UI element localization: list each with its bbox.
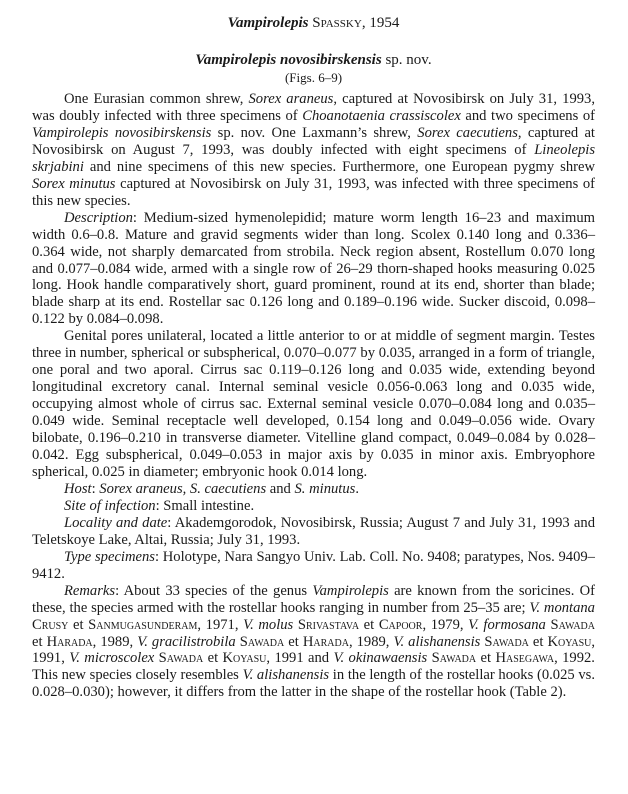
description-label: Description (64, 209, 133, 226)
locality-paragraph: Locality and date: Akademgorodok, Novosibirsk, Russia; August 7 and July 31, 1993 and Teletskoye Lake, Altai, Russia; July 31, 1993. (32, 514, 595, 548)
intro-paragraph: One Eurasian common shrew, Sorex araneus, captured at Novosibirsk on July 31, 1993, was doubly infected with three specimens of Choanotaenia crassiscolex and two specimens of Vampirolepis novosibirskensis sp. nov. One Laxmann’s shrew, Sorex caecutiens, captured at Novosibirsk on August 7, 1993, was doubly infected with eight specimens of Lineolepis skrjabini and nine specimens of this new species. Furthermore, one European pygmy shrew Sorex minutus captured at Novosibirsk on July 31, 1993, was infected with three specimens of this new species. (32, 91, 595, 209)
body-text (32, 91, 595, 701)
type-specimens-paragraph: Type specimens: Holotype, Nara Sangyo Univ. Lab. Coll. No. 9408; paratypes, Nos. 9409–9412. (32, 548, 595, 582)
genus-author: Spassky (312, 15, 362, 31)
host-paragraph: Host: Sorex araneus, S. caecutiens and S. minutus. (64, 480, 359, 497)
locality-label: Locality and date (64, 514, 168, 531)
remarks-paragraph: Remarks: About 33 species of the genus Vampirolepis are known from the soricines. Of these, the species armed with the rostellar hooks ranging in number from 25–35 are; V. montana Crusy et Sanmugasunderam, 1971, V. molus Srivastava et Capoor, 1979, V. formosana Sawada et Harada, 1989, V. gracilistrobila Sawada et Harada, 1989, V. alishanensis Sawada et Koyasu, 1991, V. microscolex Sawada et Koyasu, 1991 and V. okinawaensis Sawada et Hasegawa, 1992. This new species closely resembles V. alishanensis in the length of the rostellar hooks (0.025 vs. 0.028–0.030); however, it differs from the latter in the shape of the rostellar hook (Table 2). (32, 582, 596, 701)
site-paragraph: Site of infection: Small intestine. (64, 497, 255, 514)
type-specimens-label: Type specimens (64, 548, 155, 565)
host-label: Host (64, 480, 92, 497)
site-label: Site of infection (64, 497, 156, 514)
genus-year: , 1954 (361, 15, 400, 31)
species-name: Vampirolepis novosibirskensis (195, 52, 382, 68)
genital-paragraph: Genital pores unilateral, located a little anterior to or at middle of segment margin. Testes three in number, spherical or subspherical, 0.070–0.077 by 0.035, arranged in a form of triangle, one poral and two aporal. Cirrus sac 0.119–0.126 long and 0.035 wide, extending beyond longitudinal excretory canal. Internal seminal vesicle 0.056-0.063 long and 0.035 wide, occupying almost whole of cirrus sac. External seminal vesicle 0.070–0.084 long and 0.035–0.049 wide. Seminal receptacle well developed, 0.154 long and 0.049–0.056 wide. Ovary bilobate, 0.196–0.210 in transverse diameter. Vitelline gland compact, 0.049–0.084 by 0.028–0.042. Egg subspherical, 0.049–0.053 in major axis by 0.035 in minor axis. Embryophore spherical, 0.025 in diameter; embryonic hook 0.014 long. (32, 328, 595, 480)
figure-reference: (Figs. 6–9) (284, 70, 343, 85)
species-heading (32, 51, 595, 69)
remarks-label: Remarks (64, 582, 116, 599)
species-suffix: sp. nov. (381, 52, 432, 68)
genus-heading (32, 14, 595, 32)
description-paragraph: Description: Medium-sized hymenolepidid; mature worm length 16–23 and maximum width 0.6–0.8. Mature and gravid segments wider than long. Scolex 0.140 long and 0.336–0.364 wide, not sharply demarcated from strobila. Neck region absent, Rostellum 0.070 long and 0.077–0.084 wide, armed with a single row of 26–29 thorn-shaped hooks measuring 0.025 long. Hook handle comparatively short, guard prominent, round at its end, shorter than blade; blade sharp at its end. Rostellar sac 0.126 long and 0.189–0.196 wide. Sucker discoid, 0.098–0.122 by 0.084–0.098. (32, 209, 595, 328)
genus-name: Vampirolepis (227, 15, 309, 31)
